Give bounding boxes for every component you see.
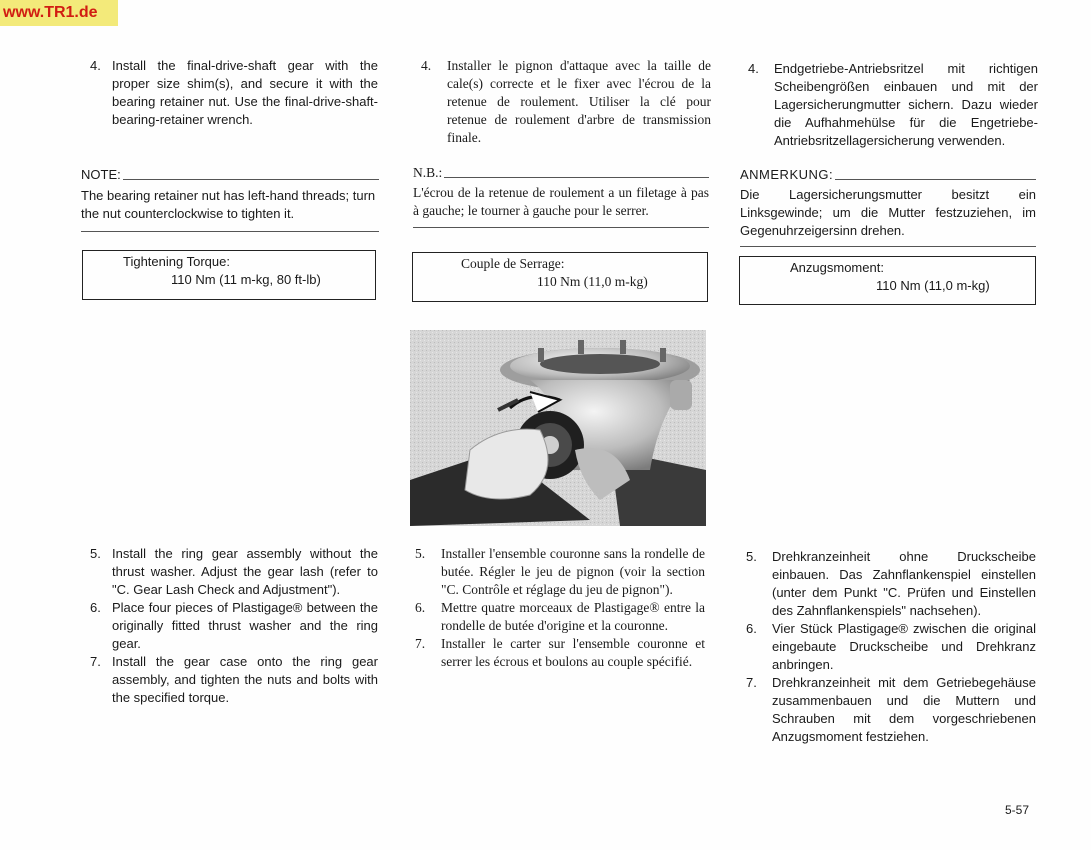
english-step-4 xyxy=(90,57,378,129)
english-steps-5-7 xyxy=(90,545,378,707)
step-text: Installer le pignon d'attaque avec la taille de cale(s) correcte et le fixer avec l'écrou de la retenue de roulement. Utiliser la clé pour retenue de roulement d'arbre de transmission finale. xyxy=(447,58,711,145)
german-step-5 xyxy=(746,548,1036,620)
step-number: 7. xyxy=(746,675,757,690)
step-number: 7. xyxy=(90,654,101,669)
note-text: The bearing retainer nut has left-hand threads; turn the nut counterclockwise to tighten it. xyxy=(81,188,376,221)
page-number: 5-57 xyxy=(1005,803,1030,817)
note-label: ANMERKUNG: xyxy=(740,167,834,182)
step-number: 6. xyxy=(415,600,426,615)
step-number: 5. xyxy=(415,546,426,561)
note-label: NOTE: xyxy=(81,167,121,182)
note-end-rule xyxy=(740,246,1036,247)
torque-value: 110 Nm (11,0 m-kg) xyxy=(537,274,648,289)
step-text: Installer l'ensemble couronne sans la rondelle de butée. Régler le jeu de pignon (voir la section "C. Contrôle et réglage du jeu de pignon"). xyxy=(441,546,705,597)
gear-case-photo-image xyxy=(410,330,706,526)
french-step-6 xyxy=(415,599,705,635)
french-step-5 xyxy=(415,545,705,599)
french-step-4 xyxy=(421,57,711,147)
step-number: 5. xyxy=(90,546,101,561)
step-number: 4. xyxy=(90,58,101,73)
step-text: Drehkranzeinheit ohne Druckscheibe einbauen. Das Zahnflankenspiel einstellen (unter dem Punkt "C. Prüfen und Einstellen des Zahnflankenspiels" nachsehen). xyxy=(772,549,1036,618)
german-step-6 xyxy=(746,620,1036,674)
step-text: Install the gear case onto the ring gear assembly, and tighten the nuts and bolts with the specified torque. xyxy=(112,654,378,705)
english-step-5 xyxy=(90,545,378,599)
torque-label: Tightening Torque: xyxy=(123,254,230,269)
note-label: N.B.: xyxy=(413,165,443,180)
french-steps-5-7 xyxy=(415,545,705,671)
step-text: Endgetriebe-Antriebsritzel mit richtigen Scheibengrößen einbauen und mit der Lagersicherungmutter sichern. Dazu wieder die Aufhahmehülse für die Engetriebe-Antriebsritzellagersicherung verwenden. xyxy=(774,61,1038,148)
french-torque-box xyxy=(412,252,708,302)
note-rule xyxy=(444,177,709,178)
note-rule xyxy=(835,179,1036,180)
english-step-7 xyxy=(90,653,378,707)
step-text: Install the ring gear assembly without the thrust washer. Adjust the gear lash (refer to "C. Gear Lash Check and Adjustment"). xyxy=(112,546,378,597)
note-end-rule xyxy=(413,227,709,228)
torque-label: Couple de Serrage: xyxy=(461,256,565,271)
german-step-4 xyxy=(748,60,1038,150)
note-end-rule xyxy=(81,231,379,232)
step-number: 4. xyxy=(748,61,759,76)
step-text: Install the final-drive-shaft gear with the proper size shim(s), and secure it with the bearing retainer nut. Use the final-drive-shaft-bearing-retainer wrench. xyxy=(112,58,378,127)
gear-case-photo xyxy=(410,330,706,526)
step-text: Drehkranzeinheit mit dem Getriebegehäuse zusammenbauen und die Muttern und Schrauben mit dem vorgeschriebenen Anzugsmoment festziehen. xyxy=(772,675,1036,744)
french-note xyxy=(413,164,709,228)
english-step-6 xyxy=(90,599,378,653)
german-step-7 xyxy=(746,674,1036,746)
german-note xyxy=(740,166,1036,247)
torque-label: Anzugsmoment: xyxy=(790,260,884,275)
torque-value: 110 Nm (11,0 m-kg) xyxy=(876,278,990,293)
english-note xyxy=(81,166,379,232)
step-number: 4. xyxy=(421,58,432,73)
french-step-7 xyxy=(415,635,705,671)
step-text: Vier Stück Plastigage® zwischen die original eingebaute Druckscheibe und Drehkranz anbringen. xyxy=(772,621,1036,672)
step-number: 6. xyxy=(746,621,757,636)
torque-value: 110 Nm (11 m-kg, 80 ft-lb) xyxy=(171,272,321,287)
note-text: L'écrou de la retenue de roulement a un filetage à pas à gauche; le tourner à gauche pour le serrer. xyxy=(413,185,709,218)
german-steps-5-7 xyxy=(746,548,1036,746)
note-text: Die Lagersicherungsmutter besitzt ein Linksgewinde; um die Mutter festzuziehen, im Gegenuhrzeigersinn drehen. xyxy=(740,187,1036,238)
step-text: Place four pieces of Plastigage® between the originally fitted thrust washer and the ring gear. xyxy=(112,600,378,651)
step-text: Installer le carter sur l'ensemble couronne et serrer les écrous et boulons au couple spécifié. xyxy=(441,636,705,669)
german-torque-box xyxy=(739,256,1036,305)
note-rule xyxy=(123,179,379,180)
step-number: 7. xyxy=(415,636,426,651)
step-number: 6. xyxy=(90,600,101,615)
watermark[interactable]: www.TR1.de xyxy=(0,0,118,26)
step-number: 5. xyxy=(746,549,757,564)
step-text: Mettre quatre morceaux de Plastigage® entre la rondelle de butée d'origine et la couronne. xyxy=(441,600,705,633)
english-torque-box xyxy=(82,250,376,300)
